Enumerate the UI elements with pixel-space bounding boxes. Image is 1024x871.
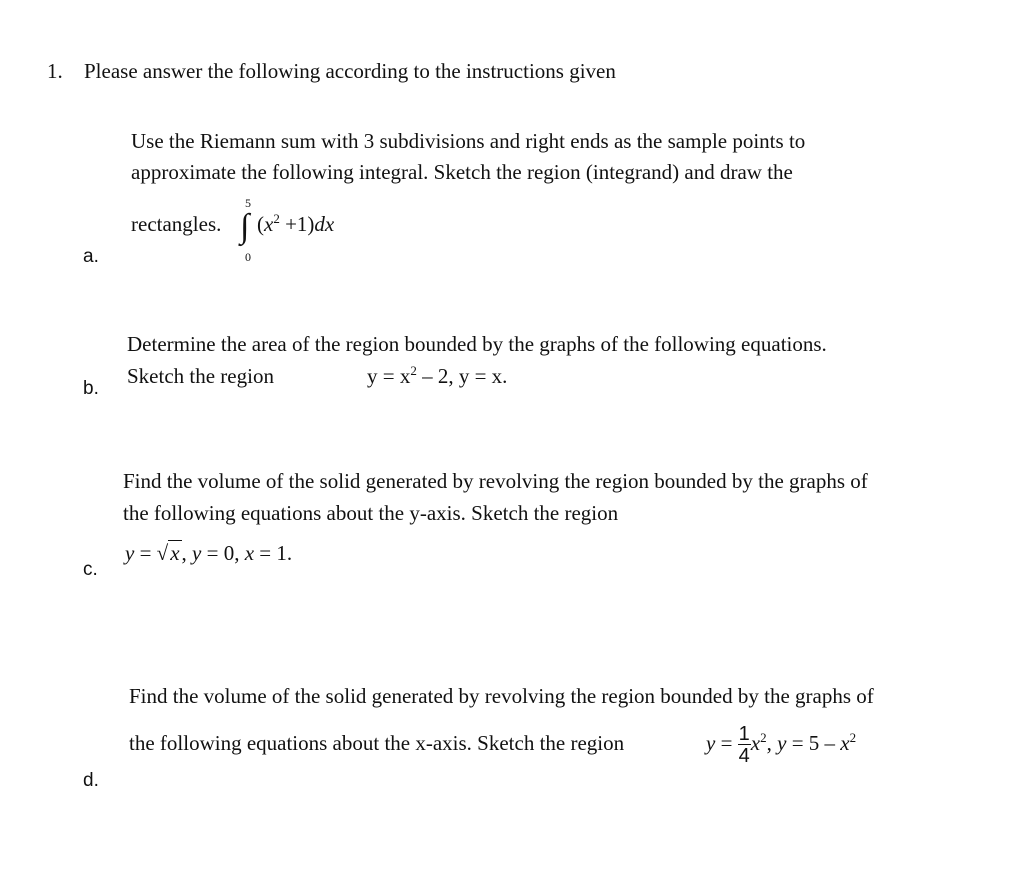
part-c-rest2: = 0,	[201, 541, 245, 565]
part-b-equation	[367, 361, 507, 394]
part-d-pow1: 2	[760, 730, 767, 745]
part-b-line-2: Sketch the region	[127, 364, 274, 388]
integrand-open-paren: (	[257, 212, 264, 236]
part-d-rest2: = 5 –	[786, 731, 841, 755]
part-c-y2: y	[192, 541, 202, 565]
part-d-label: d.	[83, 770, 99, 791]
part-b-eq-pre: y = x	[367, 364, 411, 388]
integrand	[257, 209, 334, 242]
part-c-equation	[125, 538, 292, 569]
integrand-variable: x	[264, 212, 274, 236]
part-c-label: c.	[83, 559, 98, 580]
part-d-fraction	[738, 724, 751, 767]
part-d-x2: x	[840, 731, 850, 755]
integrand-dx: dx	[314, 212, 335, 236]
part-d-line-1: Find the volume of the solid generated by revolving the region bounded by the graphs of	[129, 684, 874, 708]
part-d-equation	[706, 716, 856, 773]
integral-upper-limit: 5	[245, 196, 251, 210]
part-b-label: b.	[83, 378, 99, 399]
part-a-line-1: Use the Riemann sum with 3 subdivisions and right ends as the sample points to	[131, 129, 806, 153]
part-c-line-2: the following equations about the y-axis. Sketch the region	[123, 501, 619, 525]
part-d-eq1: =	[715, 731, 738, 755]
part-c-line-1: Find the volume of the solid generated by revolving the region bounded by the graphs of	[123, 469, 868, 493]
question-intro: Please answer the following according to the instructions given	[84, 59, 616, 83]
part-c-radicand: x	[170, 541, 180, 565]
part-d-line-2: the following equations about the x-axis. Sketch the region	[129, 731, 625, 755]
part-a-line-3: rectangles.	[131, 212, 222, 236]
part-a-line-2: approximate the following integral. Sketch the region (integrand) and draw the	[131, 160, 793, 184]
part-c-sep1: ,	[181, 541, 193, 565]
integral-lower-limit: 0	[245, 250, 251, 264]
part-c-sqrt-sign: √	[156, 541, 169, 565]
part-d-y1: y	[706, 731, 716, 755]
part-d-pow2: 2	[849, 730, 857, 745]
part-b-eq-post: – 2, y = x.	[416, 364, 508, 388]
part-d-y2: y	[777, 731, 787, 755]
integrand-rest: +1)	[279, 212, 315, 236]
part-b-eq-exponent: 2	[410, 363, 417, 378]
part-d-sep: ,	[766, 731, 778, 755]
part-c-x3: x	[244, 541, 255, 565]
integral-sign: ∫	[240, 208, 250, 245]
integrand-exponent: 2	[273, 211, 280, 226]
part-c-eq1: =	[134, 541, 157, 565]
part-d-fraction-numerator: 1	[738, 722, 750, 745]
part-a-label: a.	[83, 246, 99, 267]
part-d-x1: x	[750, 731, 761, 755]
part-c-rest3: = 1.	[254, 541, 293, 565]
part-d-fraction-denominator: 4	[738, 744, 750, 767]
question-number: 1.	[47, 59, 63, 83]
part-c-y1: y	[125, 541, 135, 565]
part-b-line-1: Determine the area of the region bounded by the graphs of the following equations.	[127, 332, 827, 356]
